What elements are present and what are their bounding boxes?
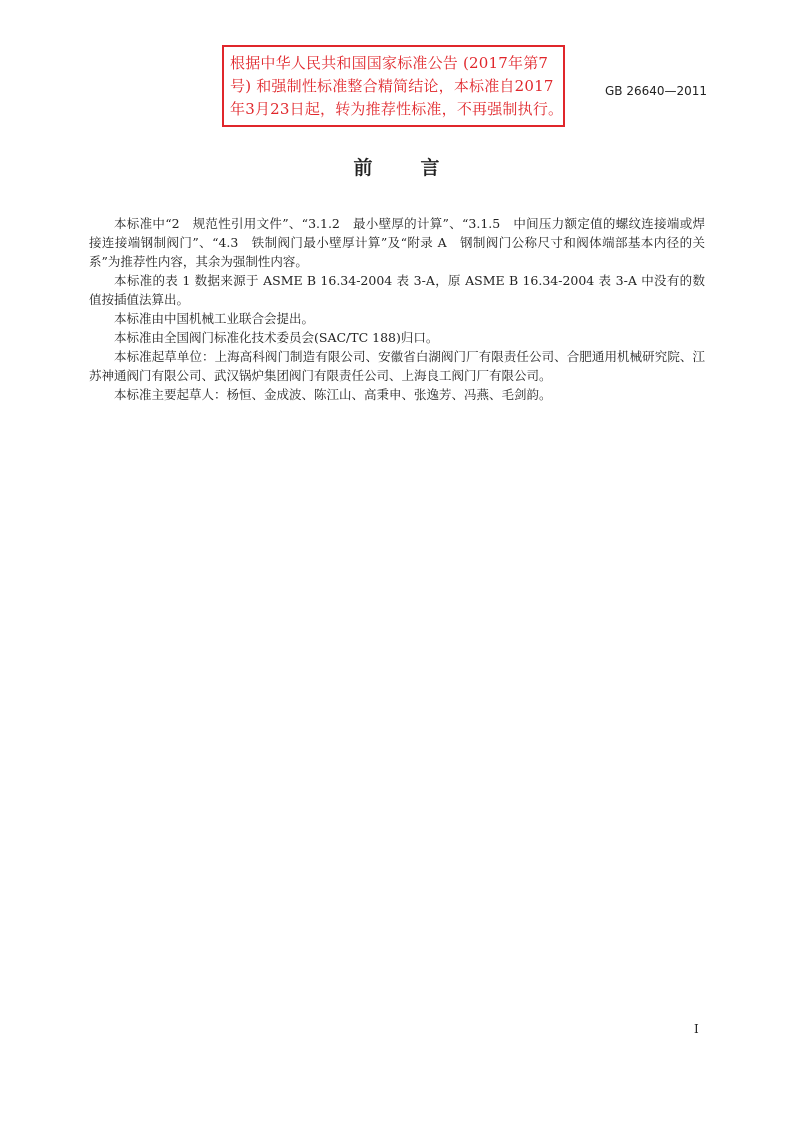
paragraph-proposed-by: 本标准由中国机械工业联合会提出。 [114,311,315,326]
mandatory-to-recommended-notice-stamp [222,45,565,127]
notice-line-1: 根据中华人民共和国国家标准公告 (2017年第7 [230,54,549,72]
paragraph-drafting-units: 本标准起草单位：上海高科阀门制造有限公司、安徽省白湖阀门厂有限责任公司、合肥通用机械研究院、江苏神通阀门有限公司、武汉锅炉集团阀门有限责任公司、上海良工阀门厂有限公司。 [89,349,705,383]
paragraph-centralized-by: 本标准由全国阀门标准化技术委员会(SAC/TC 188)归口。 [114,330,439,345]
paragraph-recommended-content: 本标准中“2 规范性引用文件”、“3.1.2 最小壁厚的计算”、“3.1.5 中间压力额定值的螺纹连接端或焊接连接端钢制阀门”、“4.3 铁制阀门最小壁厚计算”及“附录 A 钢制阀门公称尺寸和阀体端部基本内径的关系”为推荐性内容，其余为强制性内容。 [89,216,705,269]
page-title: 前言 [353,157,488,179]
notice-line-2: 号) 和强制性标准整合精简结论，本标准自2017 [230,77,554,95]
notice-line-3: 年3月23日起，转为推荐性标准，不再强制执行。 [230,100,564,118]
paragraph-drafters: 本标准主要起草人：杨恒、金成波、陈江山、高秉申、张逸芳、冯燕、毛剑韵。 [114,387,552,402]
foreword-body [89,214,705,404]
standard-code: GB 26640—2011 [605,84,708,98]
page-number: I [694,1022,699,1036]
paragraph-table-source: 本标准的表 1 数据来源于 ASME B 16.34-2004 表 3-A，原 ASME B 16.34-2004 表 3-A 中没有的数值按插值法算出。 [89,273,705,307]
